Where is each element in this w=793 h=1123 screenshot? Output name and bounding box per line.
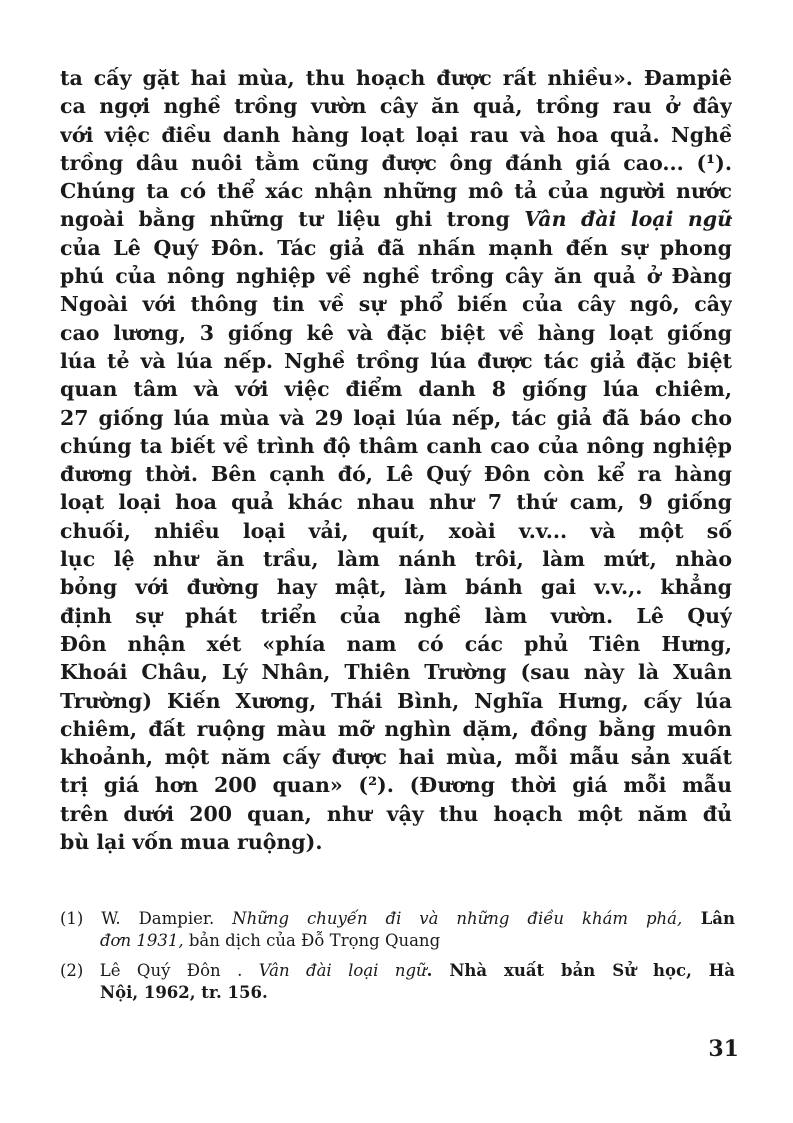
text-line: chuối, nhiều loại vải, quít, xoài v.v... và một số <box>60 518 732 543</box>
text-line: chúng ta biết về trình độ thâm canh cao của nông nghiệp <box>60 433 732 458</box>
text-line: trên dưới 200 quan, như vậy thu hoạch một năm đủ <box>60 801 732 826</box>
text-line: định sự phát triển của nghề làm vườn. Lê Quý <box>60 603 732 628</box>
text-line: khoảnh, một năm cấy được hai mùa, mỗi mẫu sản xuất <box>60 745 732 770</box>
text-line: ca ngợi nghề trồng vườn cây ăn quả, trồng rau ở đây <box>60 94 732 119</box>
footnote-text: (2) Lê Quý Đôn . <box>60 961 259 980</box>
text-line: Khoái Châu, Lý Nhân, Thiên Trường (sau này là Xuân <box>60 660 732 685</box>
text-line: chiêm, đất ruộng màu mỡ nghìn dặm, đồng bằng muôn <box>60 716 732 741</box>
text-line: quan tâm và với việc điểm danh 8 giống lúa chiêm, <box>60 377 732 402</box>
page-number: 31 <box>708 1036 739 1062</box>
text-line: Ngoài với thông tin về sự phổ biến của cây ngô, cây <box>60 292 732 317</box>
footnote-text: đơn 1931, <box>100 931 184 950</box>
footnote-text: . Nhà xuất bản Sử học, Hà <box>426 961 735 980</box>
footnote-text: Nội, 1962, tr. 156. <box>100 983 268 1002</box>
text-line: đương thời. Bên cạnh đó, Lê Quý Đôn còn kể ra hàng <box>60 462 732 487</box>
text-line: của Lê Quý Đôn. Tác giả đã nhấn mạnh đến sự phong <box>60 235 732 260</box>
footnotes <box>60 908 735 1004</box>
text-line: Đôn nhận xét «phía nam có các phủ Tiên Hưng, <box>60 631 732 656</box>
text-line: trồng dâu nuôi tằm cũng được ông đánh giá cao... (¹). <box>60 150 732 175</box>
footnote-text: bản dịch của Đỗ Trọng Quang <box>183 931 441 950</box>
text-line: phú của nông nghiệp về nghề trồng cây ăn quả ở Đàng <box>60 264 732 289</box>
text-line: Trường) Kiến Xương, Thái Bình, Nghĩa Hưng, cấy lúa <box>60 688 732 713</box>
text-line: ta cấy gặt hai mùa, thu hoạch được rất nhiều». Đampiê <box>60 66 732 90</box>
footnote-text: Lân <box>682 909 735 928</box>
footnote-line <box>60 930 735 952</box>
text-line: bỏng với đường hay mật, làm bánh gai v.v.,. khẳng <box>60 575 732 600</box>
footnote-text: (1) W. Dampier. <box>60 909 233 928</box>
text-line: với việc điều danh hàng loạt loại rau và hoa quả. Nghề <box>60 122 732 147</box>
text-line: cao lương, 3 giống kê và đặc biệt về hàng loạt giống <box>60 320 732 345</box>
footnote-text: Những chuyến đi và những điều khám phá, <box>232 909 683 928</box>
text-line: lúa tẻ và lúa nếp. Nghề trồng lúa được tác giả đặc biệt <box>60 348 732 373</box>
text-line: loạt loại hoa quả khác nhau như 7 thứ cam, 9 giống <box>60 490 732 515</box>
text-line: 27 giống lúa mùa và 29 loại lúa nếp, tác giả đã báo cho <box>60 405 732 430</box>
text-line: Chúng ta có thể xác nhận những mô tả của người nước <box>60 179 732 204</box>
footnote-line <box>60 982 735 1004</box>
main-paragraph <box>60 64 732 856</box>
text-span: Vân đài loại ngữ <box>524 207 732 232</box>
text-line: trị giá hơn 200 quan» (²). (Đương thời giá mỗi mẫu <box>60 773 732 798</box>
footnote-line <box>60 908 735 930</box>
footnote-text: Vân đài loại ngữ <box>258 961 427 980</box>
text-line <box>60 205 732 233</box>
footnote-line <box>60 960 735 982</box>
text-line: bù lại vốn mua ruộng). <box>60 830 323 855</box>
text-span: ngoài bằng những tư liệu ghi trong <box>60 207 525 232</box>
text-line: lục lệ như ăn trầu, làm nánh trôi, làm mứt, nhào <box>60 547 732 572</box>
